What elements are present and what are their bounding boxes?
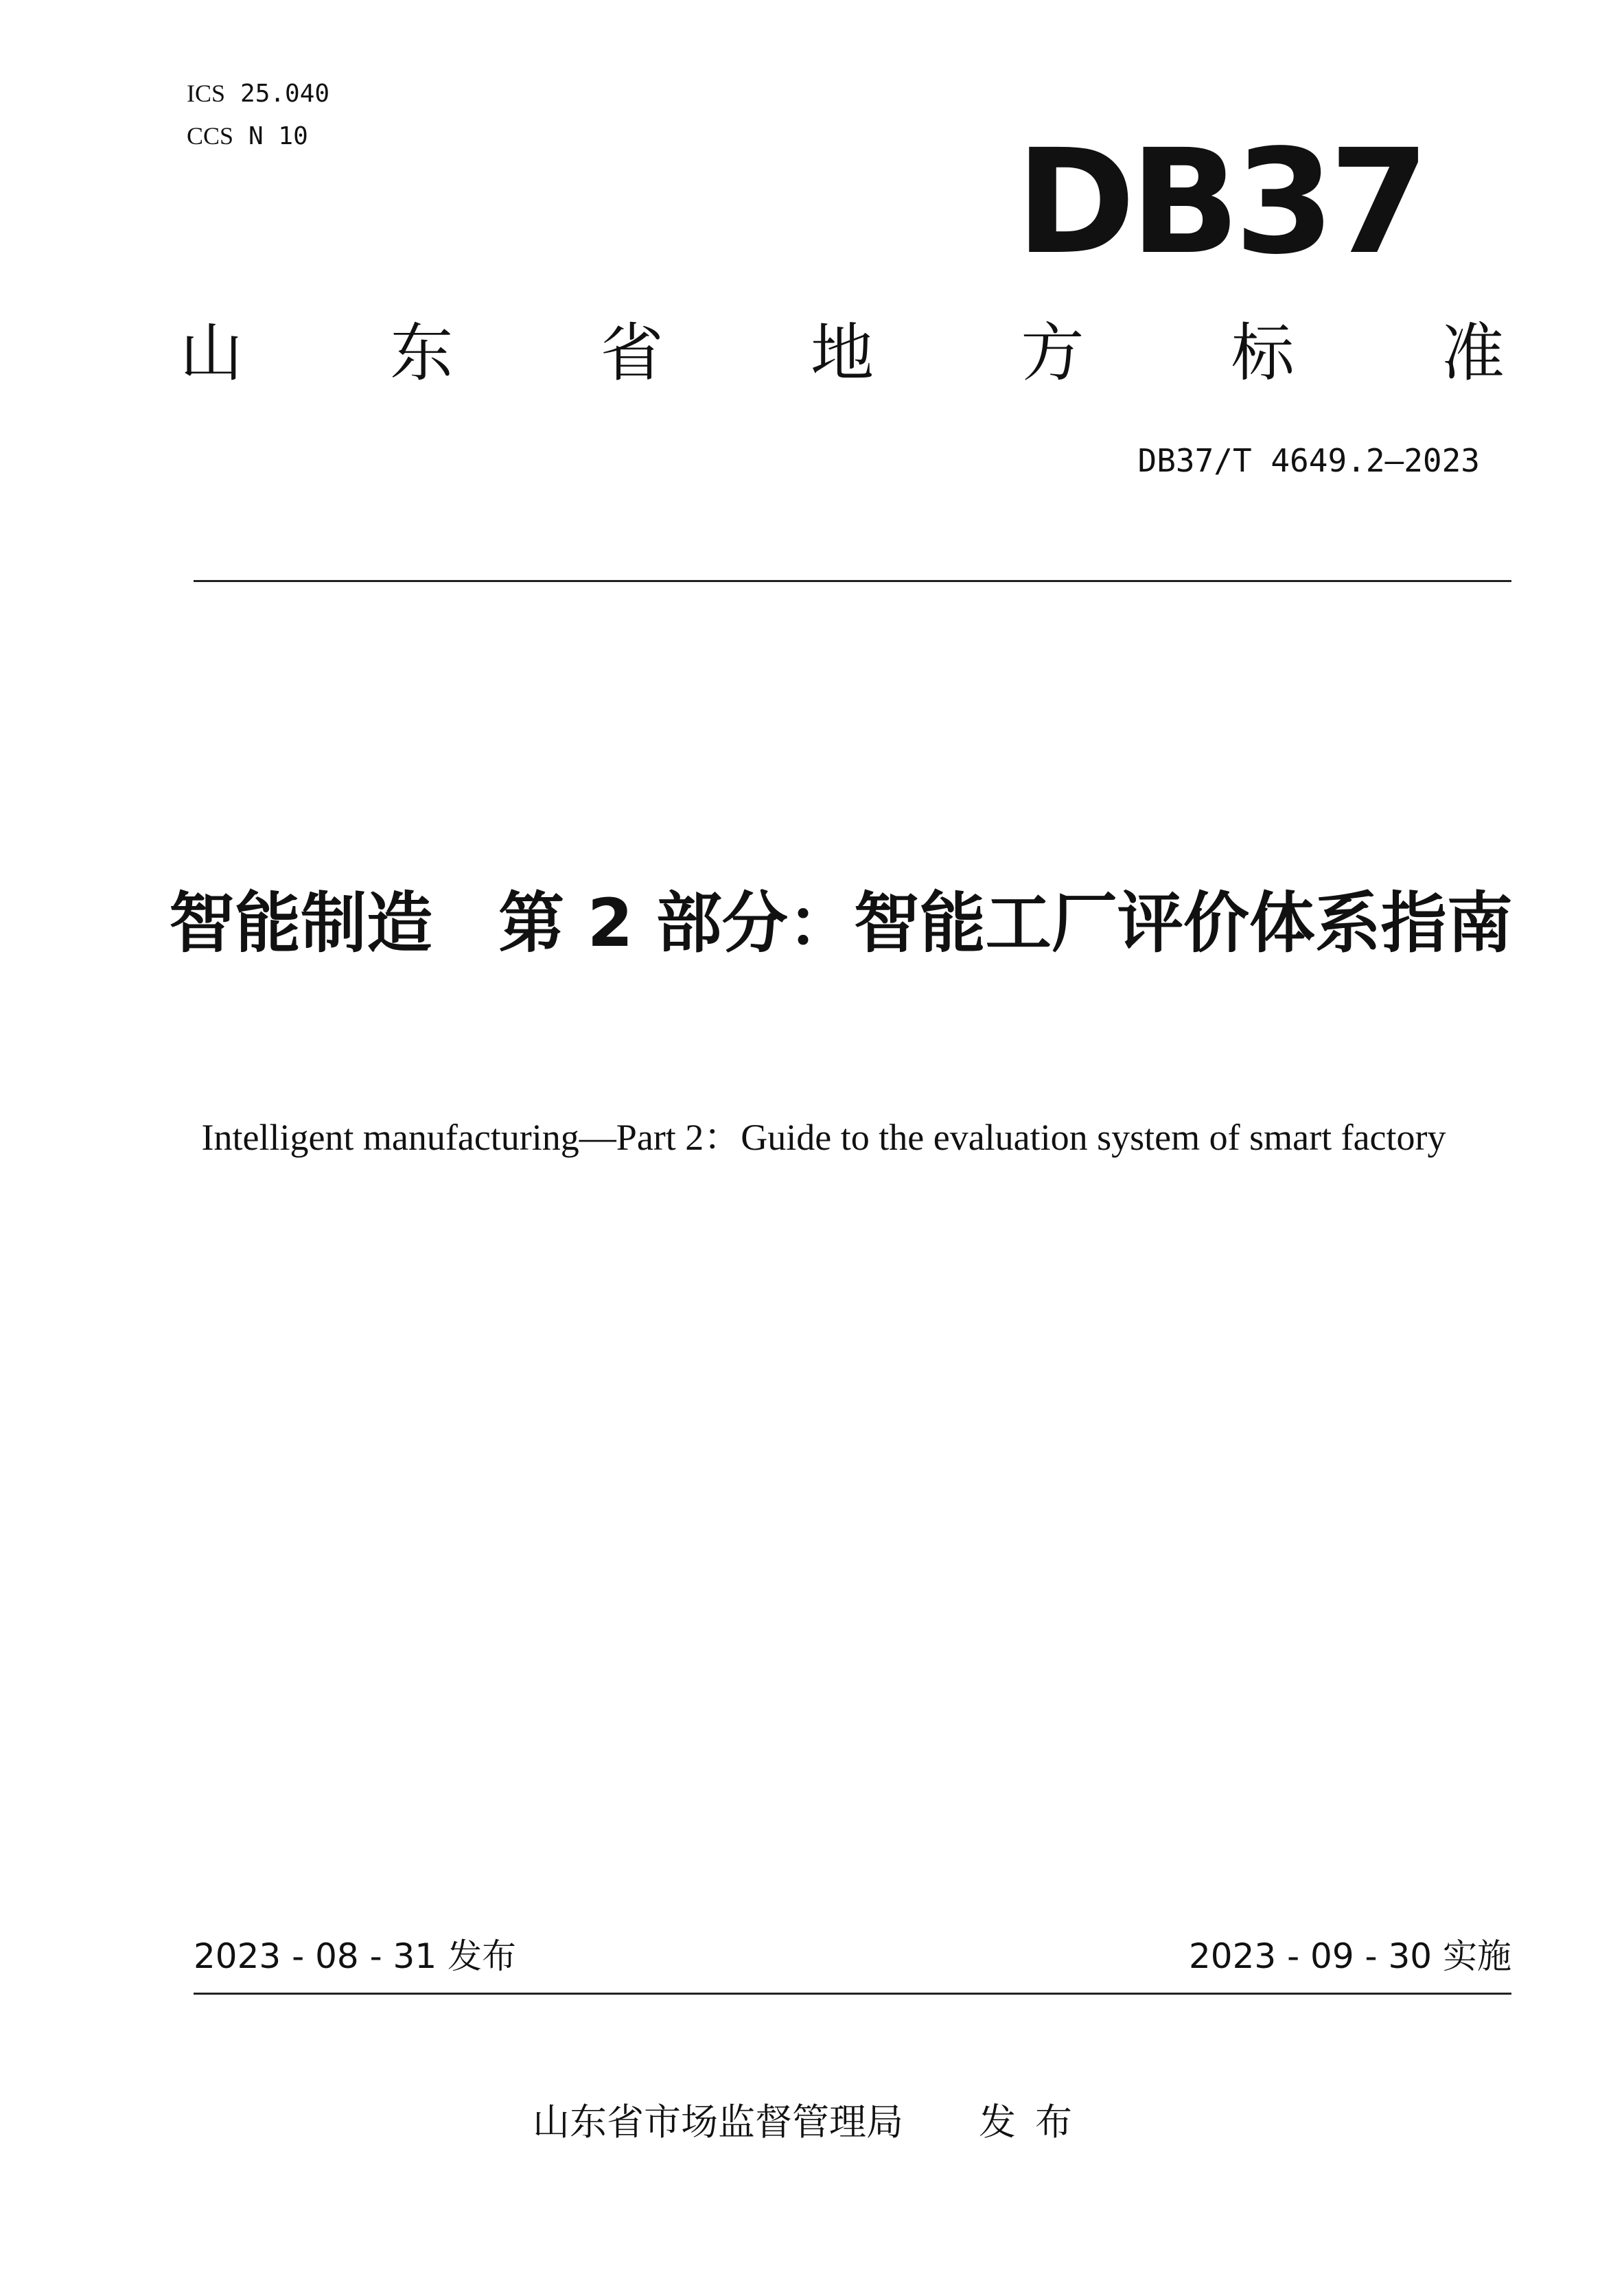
top-divider xyxy=(194,580,1511,582)
title-english: Intelligent manufacturing—Part 2：Guide to the evaluation system of smart factory xyxy=(201,1117,1446,1158)
publish-date: 2023 - 08 - 31 发布 xyxy=(194,1936,517,1976)
standard-type-char: 东 xyxy=(390,316,454,390)
publisher-action: 发布 xyxy=(979,2100,1091,2144)
publisher-line xyxy=(0,2100,1624,2144)
standard-number: DB37/T 4649.2—2023 xyxy=(1137,442,1480,479)
implement-date: 2023 - 09 - 30 实施 xyxy=(1188,1936,1511,1976)
title-chinese: 智能制造 第 2 部分：智能工厂评价体系指南 xyxy=(169,885,1513,962)
ccs-value: N 10 xyxy=(248,122,308,150)
db37-standard-mark: DB37 xyxy=(1016,118,1424,286)
publisher-name: 山东省市场监督管理局 xyxy=(533,2100,903,2144)
ccs-label: CCS xyxy=(187,122,234,150)
standard-type-char: 标 xyxy=(1231,316,1295,390)
ics-code xyxy=(187,81,329,106)
standard-type-char: 准 xyxy=(1441,316,1505,390)
ccs-code xyxy=(187,124,308,149)
bottom-divider xyxy=(194,1993,1511,1995)
standard-type-char: 地 xyxy=(810,316,874,390)
ics-label: ICS xyxy=(187,80,226,107)
standard-type-heading xyxy=(180,312,1505,395)
standard-type-char: 山 xyxy=(180,316,244,390)
standard-type-char: 省 xyxy=(600,316,664,390)
standard-type-char: 方 xyxy=(1021,316,1084,390)
ics-value: 25.040 xyxy=(240,80,330,108)
